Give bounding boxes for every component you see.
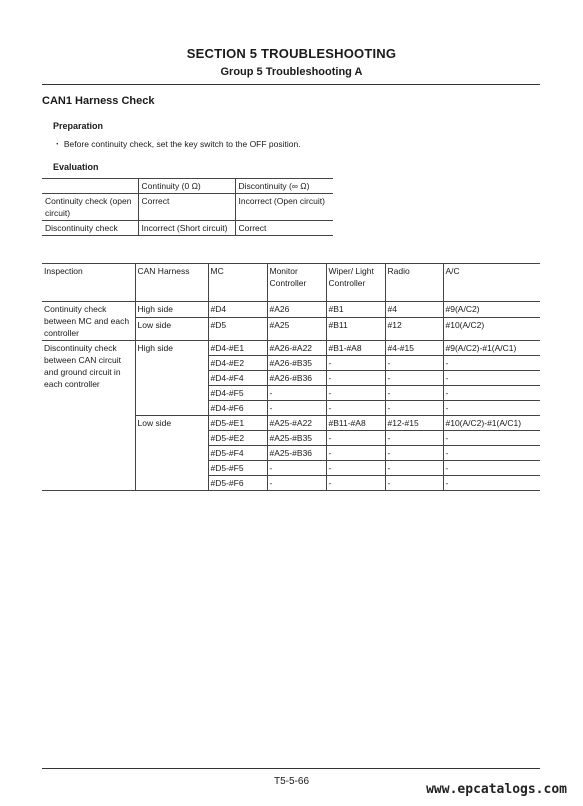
table-cell: -	[385, 446, 443, 461]
table-cell: #A25-#B36	[267, 446, 326, 461]
table-cell: #D4	[208, 302, 267, 318]
table-row	[42, 341, 540, 356]
table-cell: -	[385, 386, 443, 401]
group-title: Group 5 Troubleshooting A	[220, 66, 363, 78]
table-cell: #D4-#E2	[208, 356, 267, 371]
table-row	[42, 221, 333, 236]
table-cell: -	[385, 371, 443, 386]
row-group-label: Continuity check between MC and each controller	[42, 302, 135, 341]
preparation-heading: Preparation	[53, 121, 104, 131]
table-cell: -	[267, 461, 326, 476]
table-cell: #D4-#E1	[208, 341, 267, 356]
table-cell: #B11	[326, 318, 385, 341]
table-cell: #D4-#F5	[208, 386, 267, 401]
table-cell: #A26	[267, 302, 326, 318]
table-cell: #10(A/C2)-#1(A/C1)	[443, 416, 540, 431]
evaluation-heading: Evaluation	[53, 162, 99, 172]
table-cell: Incorrect (Open circuit)	[235, 194, 333, 221]
preparation-item	[53, 138, 301, 150]
table-cell: -	[326, 401, 385, 416]
header-rule	[42, 84, 540, 85]
table-cell: -	[267, 476, 326, 491]
table-cell: -	[443, 386, 540, 401]
row-header: Continuity check (open circuit)	[42, 194, 138, 221]
table-cell: #D5-#E1	[208, 416, 267, 431]
table-cell: -	[267, 401, 326, 416]
row-header: Discontinuity check	[42, 221, 138, 236]
table-cell: -	[385, 356, 443, 371]
bullet-icon: ・	[53, 139, 62, 149]
column-header: Wiper/ Light Controller	[326, 264, 385, 302]
table-cell: #A25-#B35	[267, 431, 326, 446]
table-cell: -	[443, 401, 540, 416]
table-cell: #D5-#F4	[208, 446, 267, 461]
table-cell: -	[326, 446, 385, 461]
column-header: Inspection	[42, 264, 135, 302]
table-cell: #D4-#F6	[208, 401, 267, 416]
table-cell: -	[443, 476, 540, 491]
table-row	[42, 179, 333, 194]
column-header: Radio	[385, 264, 443, 302]
table-cell: -	[326, 356, 385, 371]
table-cell: Low side	[135, 318, 208, 341]
table-cell: #A26-#B36	[267, 371, 326, 386]
table-cell: -	[267, 386, 326, 401]
table-cell: #A26-#A22	[267, 341, 326, 356]
column-header: MC	[208, 264, 267, 302]
table-row	[42, 302, 540, 318]
column-header: Continuity (0 Ω)	[138, 179, 235, 194]
table-cell: #D4-#F4	[208, 371, 267, 386]
table-cell: -	[385, 431, 443, 446]
table-cell: -	[443, 461, 540, 476]
table-cell: #A25-#A22	[267, 416, 326, 431]
table-cell: High side	[135, 302, 208, 318]
table-cell: Incorrect (Short circuit)	[138, 221, 235, 236]
table-cell: #9(A/C2)	[443, 302, 540, 318]
table-cell: -	[326, 476, 385, 491]
footer-rule	[42, 768, 540, 769]
watermark-text: www.epcatalogs.com	[426, 782, 567, 797]
table-cell	[42, 179, 138, 194]
table-cell: #9(A/C2)-#1(A/C1)	[443, 341, 540, 356]
table-cell: #D5-#E2	[208, 431, 267, 446]
column-header: A/C	[443, 264, 540, 302]
table-cell: #D5-#F5	[208, 461, 267, 476]
section-title: SECTION 5 TROUBLESHOOTING	[186, 46, 397, 61]
table-row	[42, 194, 333, 221]
table-cell: -	[385, 476, 443, 491]
table-cell: #B11-#A8	[326, 416, 385, 431]
table-cell: Correct	[138, 194, 235, 221]
table-cell: -	[385, 401, 443, 416]
check-title: CAN1 Harness Check	[42, 95, 155, 107]
row-subgroup-label: High side	[135, 341, 208, 416]
column-header: Discontinuity (∞ Ω)	[235, 179, 333, 194]
table-cell: -	[443, 356, 540, 371]
inspection-table	[42, 263, 540, 491]
table-cell: -	[443, 446, 540, 461]
table-cell: #12-#15	[385, 416, 443, 431]
table-cell: -	[326, 431, 385, 446]
table-cell: #D5-#F6	[208, 476, 267, 491]
evaluation-table	[42, 178, 333, 236]
column-header: CAN Harness	[135, 264, 208, 302]
table-cell: Correct	[235, 221, 333, 236]
table-cell: #D5	[208, 318, 267, 341]
table-header-row	[42, 264, 540, 302]
preparation-item-text: Before continuity check, set the key switch to the OFF position.	[63, 139, 301, 149]
table-cell: -	[443, 371, 540, 386]
column-header: Monitor Controller	[267, 264, 326, 302]
table-cell: #12	[385, 318, 443, 341]
table-cell: -	[443, 431, 540, 446]
table-cell: -	[326, 461, 385, 476]
table-cell: #10(A/C2)	[443, 318, 540, 341]
row-group-label: Discontinuity check between CAN circuit and ground circuit in each controller	[42, 341, 135, 491]
table-cell: #A26-#B35	[267, 356, 326, 371]
table-cell: #4	[385, 302, 443, 318]
table-cell: #A25	[267, 318, 326, 341]
table-cell: -	[385, 461, 443, 476]
table-cell: -	[326, 371, 385, 386]
page-number: T5-5-66	[273, 776, 309, 787]
table-cell: #4-#15	[385, 341, 443, 356]
table-cell: #B1-#A8	[326, 341, 385, 356]
table-cell: #B1	[326, 302, 385, 318]
row-subgroup-label: Low side	[135, 416, 208, 491]
table-cell: -	[326, 386, 385, 401]
